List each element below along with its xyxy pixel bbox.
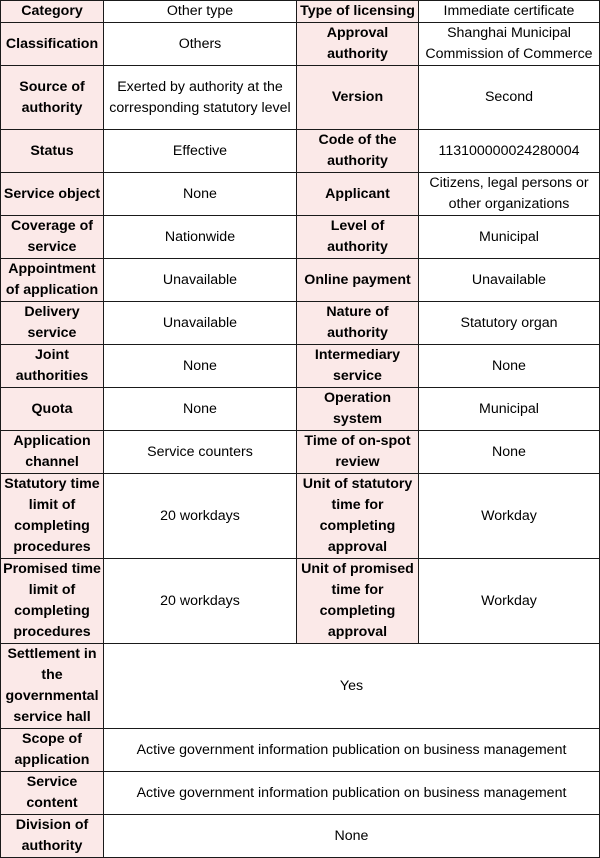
nature-of-authority-value: Statutory organ	[419, 302, 600, 345]
table-row	[1, 474, 600, 559]
table-row	[1, 130, 600, 173]
version-label: Version	[297, 66, 419, 130]
unit-of-promised-time-label: Unit of promised time for completing approval	[297, 559, 419, 644]
table-row	[1, 259, 600, 302]
table-row	[1, 431, 600, 474]
online-payment-value: Unavailable	[419, 259, 600, 302]
table-row	[1, 1, 600, 23]
code-of-authority-value: 113100000024280004	[419, 130, 600, 173]
scope-of-application-label: Scope of application	[1, 729, 104, 772]
code-of-authority-label: Code of the authority	[297, 130, 419, 173]
promised-time-limit-value: 20 workdays	[104, 559, 297, 644]
applicant-label: Applicant	[297, 173, 419, 216]
type-of-licensing-value: Immediate certificate	[419, 1, 600, 23]
settlement-value: Yes	[104, 644, 600, 729]
approval-authority-label: Approval authority	[297, 23, 419, 66]
coverage-of-service-label: Coverage of service	[1, 216, 104, 259]
intermediary-service-value: None	[419, 345, 600, 388]
table-row	[1, 66, 600, 130]
joint-authorities-value: None	[104, 345, 297, 388]
table-row	[1, 388, 600, 431]
service-content-label: Service content	[1, 772, 104, 815]
service-content-value: Active government information publication on business management	[104, 772, 600, 815]
scope-of-application-value: Active government information publication on business management	[104, 729, 600, 772]
category-label: Category	[1, 1, 104, 23]
delivery-service-value: Unavailable	[104, 302, 297, 345]
table-row	[1, 644, 600, 729]
level-of-authority-label: Level of authority	[297, 216, 419, 259]
promised-time-limit-label: Promised time limit of completing procedures	[1, 559, 104, 644]
application-channel-value: Service counters	[104, 431, 297, 474]
application-channel-label: Application channel	[1, 431, 104, 474]
operation-system-label: Operation system	[297, 388, 419, 431]
table-row	[1, 173, 600, 216]
appointment-of-application-label: Appointment of application	[1, 259, 104, 302]
category-value: Other type	[104, 1, 297, 23]
intermediary-service-label: Intermediary service	[297, 345, 419, 388]
classification-label: Classification	[1, 23, 104, 66]
table-row	[1, 772, 600, 815]
source-of-authority-label: Source of authority	[1, 66, 104, 130]
time-of-on-spot-review-value: None	[419, 431, 600, 474]
operation-system-value: Municipal	[419, 388, 600, 431]
quota-label: Quota	[1, 388, 104, 431]
online-payment-label: Online payment	[297, 259, 419, 302]
level-of-authority-value: Municipal	[419, 216, 600, 259]
division-of-authority-label: Division of authority	[1, 815, 104, 858]
settlement-label: Settlement in the governmental service hall	[1, 644, 104, 729]
table-row	[1, 559, 600, 644]
table-row	[1, 23, 600, 66]
table-row	[1, 302, 600, 345]
service-object-label: Service object	[1, 173, 104, 216]
unit-of-promised-time-value: Workday	[419, 559, 600, 644]
table-row	[1, 216, 600, 259]
table-row	[1, 345, 600, 388]
service-object-value: None	[104, 173, 297, 216]
applicant-value: Citizens, legal persons or other organizations	[419, 173, 600, 216]
unit-of-statutory-time-value: Workday	[419, 474, 600, 559]
version-value: Second	[419, 66, 600, 130]
classification-value: Others	[104, 23, 297, 66]
delivery-service-label: Delivery service	[1, 302, 104, 345]
appointment-of-application-value: Unavailable	[104, 259, 297, 302]
joint-authorities-label: Joint authorities	[1, 345, 104, 388]
statutory-time-limit-value: 20 workdays	[104, 474, 297, 559]
quota-value: None	[104, 388, 297, 431]
type-of-licensing-label: Type of licensing	[297, 1, 419, 23]
division-of-authority-value: None	[104, 815, 600, 858]
source-of-authority-value: Exerted by authority at the corresponding statutory level	[104, 66, 297, 130]
status-value: Effective	[104, 130, 297, 173]
approval-authority-value: Shanghai Municipal Commission of Commerce	[419, 23, 600, 66]
unit-of-statutory-time-label: Unit of statutory time for completing approval	[297, 474, 419, 559]
status-label: Status	[1, 130, 104, 173]
statutory-time-limit-label: Statutory time limit of completing procedures	[1, 474, 104, 559]
table-row	[1, 815, 600, 858]
time-of-on-spot-review-label: Time of on-spot review	[297, 431, 419, 474]
table-row	[1, 729, 600, 772]
nature-of-authority-label: Nature of authority	[297, 302, 419, 345]
coverage-of-service-value: Nationwide	[104, 216, 297, 259]
